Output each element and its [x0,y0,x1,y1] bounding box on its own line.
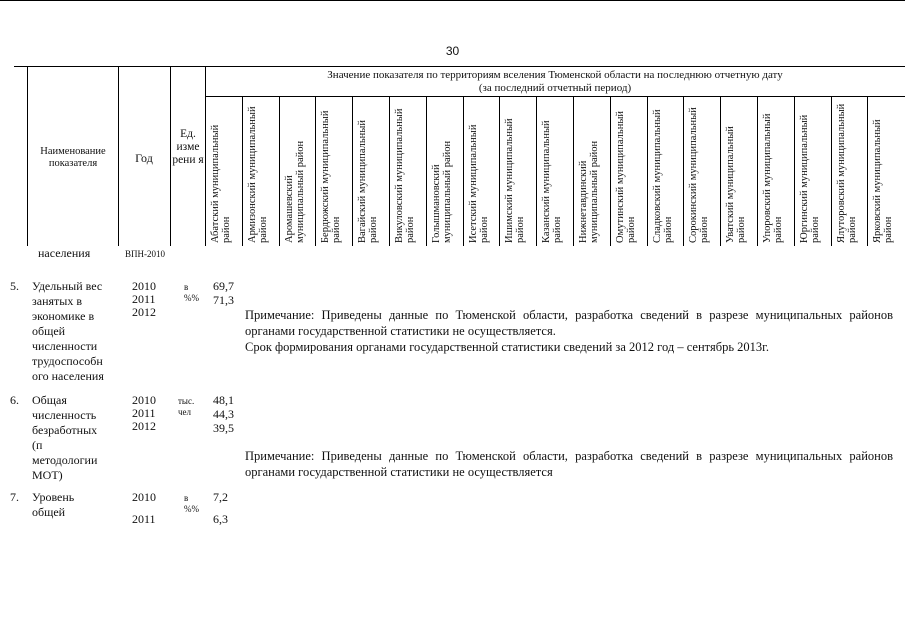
region-header-cell [762,97,791,245]
region-name: Ишимский муниципальный район [504,118,526,243]
header-year: Год [135,151,153,165]
region-group-subtitle: (за последний отчетный период) [478,82,632,94]
row-number: 5. [10,279,19,293]
region-name: Ярковский муниципальный район [872,119,894,243]
region-header-cell [652,97,681,245]
region-col-line [499,96,500,246]
region-col-line [867,96,868,246]
region-name: Аромашевский муниципальный район [284,140,306,243]
region-group-title: Значение показателя по территориям вселения Тюменской области на последнюю отчетную дату [327,69,783,81]
indicator-name-line: численности [32,339,98,353]
region-header-cell [468,97,497,245]
region-header-cell [357,97,386,245]
region-name: Юргинский муниципальный район [799,114,821,243]
region-name: Бердюжский муниципальный район [320,110,342,243]
year-value: 2010 [132,490,156,504]
row-note-line: Примечание: Приведены данные по Тюменской области, разработка сведений в разрезе муниципальных районов [245,308,893,322]
unit-label: чел [178,407,192,417]
indicator-name-line: занятых в [32,294,82,308]
col-line-name [27,66,28,246]
region-name: Ялуторовский муниципальный район [836,103,858,243]
indicator-name-line: безработных [32,423,98,437]
region-header-cell [210,97,239,245]
indicator-value: 71,3 [213,293,234,307]
unit-label: тыс. [178,396,195,406]
region-name: Казанский муниципальный район [541,120,563,243]
region-col-line [720,96,721,246]
header-unit: Ед. изме рени я [172,128,204,166]
region-col-line [315,96,316,246]
region-col-line [426,96,427,246]
header-name: Наименование показателя [40,146,106,169]
region-name: Викуловский муниципальный район [394,108,416,243]
indicator-value: 6,3 [213,512,228,526]
row-note-line: Примечание: Приведены данные по Тюменской области, разработка сведений в разрезе муниципальных районов [245,449,893,463]
indicator-name-line: общей [32,505,66,519]
region-name: Вагайский муниципальный район [357,120,379,243]
region-col-line [757,96,758,246]
region-name: Омутинский муниципальный район [615,111,637,243]
region-name: Абатский муниципальный район [210,124,232,243]
region-header-cell [725,97,754,245]
indicator-name-line: ого населения [32,369,104,383]
indicator-name-line: (п [32,438,43,452]
region-col-line [205,96,206,246]
region-name: Голышмановский муниципальный район [431,140,453,243]
indicator-value: 69,7 [213,279,234,293]
unit-label: %% [184,293,199,303]
region-header-cell [836,97,865,245]
region-name: Нижнетавдинский муниципальный район [578,140,600,243]
region-col-line [610,96,611,246]
indicator-name-line: численность [32,408,97,422]
indicator-value: 48,1 [213,393,234,407]
indicator-name-line: Уровень [32,490,75,504]
indicator-name-line: экономике в [32,309,95,323]
region-header-cell [799,97,828,245]
region-col-line [536,96,537,246]
carry-name-tail: населения [38,246,91,260]
year-value: 2011 [132,406,156,420]
page-number: 30 [445,44,460,58]
region-header-cell [394,97,423,245]
carry-year-tail: ВПН-2010 [125,249,165,259]
region-col-line [573,96,574,246]
year-value: 2011 [132,292,156,306]
region-header-cell [872,97,901,245]
row-note-line: Срок формирования органами государственной статистики сведений за 2012 год – сентябрь 2013г. [245,340,769,354]
region-header-cell [284,97,313,245]
indicator-value: 44,3 [213,407,234,421]
region-col-line [831,96,832,246]
row-number: 6. [10,393,19,407]
year-value: 2012 [132,305,156,319]
region-header-cell [578,97,607,245]
row-number: 7. [10,490,19,504]
year-value: 2011 [132,512,156,526]
region-name: Сладковский муниципальный район [652,109,674,243]
region-header-cell [320,97,349,245]
region-col-line [794,96,795,246]
year-value: 2010 [132,279,156,293]
region-header-cell [247,97,276,245]
region-header-cell [431,97,460,245]
unit-label: %% [184,504,199,514]
region-name: Сорокинский муниципальный район [688,107,710,243]
region-name: Уватский муниципальный район [725,126,747,243]
unit-label: в [184,282,189,292]
col-line-unit [170,66,171,246]
region-col-line [389,96,390,246]
indicator-name-line: методологии [32,453,98,467]
region-name: Упоровский муниципальный район [762,113,784,243]
region-header-cell [504,97,533,245]
region-col-line [242,96,243,246]
indicator-name-line: МОТ) [32,468,63,482]
year-value: 2010 [132,393,156,407]
header-top-line [14,66,905,67]
region-col-line [463,96,464,246]
indicator-name-line: Удельный вес [32,279,103,293]
region-header-cell [688,97,717,245]
region-col-line [647,96,648,246]
row-note-line: органами государственной статистики не осуществляется. [245,324,556,338]
region-name: Армизонский муниципальный район [247,106,269,243]
top-border [0,0,905,1]
unit-label: в [184,493,189,503]
region-header-cell [541,97,570,245]
region-name: Исетский муниципальный район [468,124,490,243]
indicator-name-line: Общая [32,393,67,407]
indicator-name-line: общей [32,324,66,338]
indicator-name-line: трудоспособн [32,354,103,368]
region-col-line [279,96,280,246]
indicator-value: 39,5 [213,421,234,435]
col-line-year [118,66,119,246]
indicator-value: 7,2 [213,490,228,504]
region-col-line [352,96,353,246]
region-header-cell [615,97,644,245]
year-value: 2012 [132,419,156,433]
row-note-line: органами государственной статистики не осуществляется [245,465,553,479]
region-col-line [683,96,684,246]
